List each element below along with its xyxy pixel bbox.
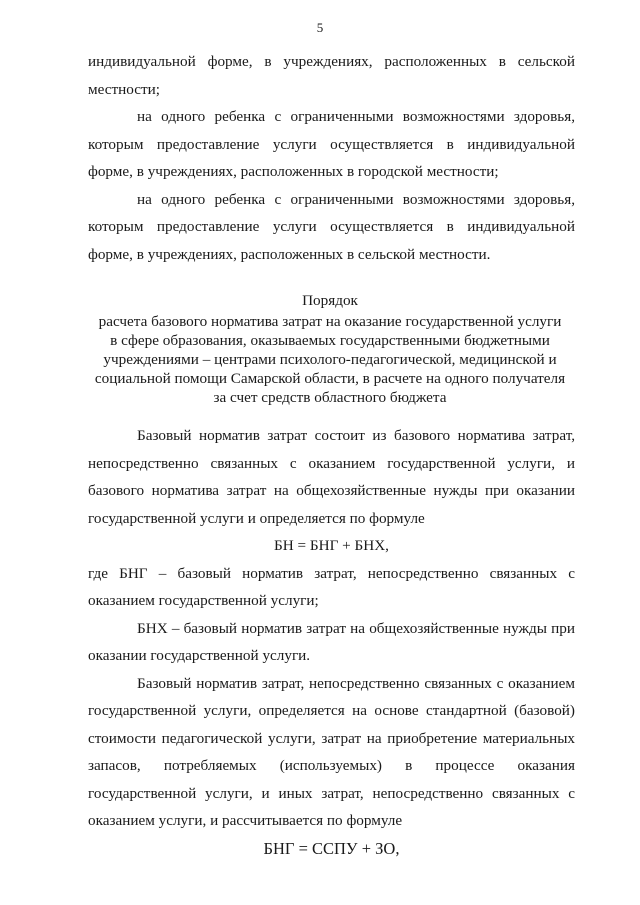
paragraph: Базовый норматив затрат состоит из базового норматива затрат, непосредственно связанных с оказанием государственной услуги, и базового норматива затрат на общехозяйственные нужды при оказании государственной услуги и определяется по формуле xyxy=(88,427,575,527)
paragraph: индивидуальной форме, в учреждениях, расположенных в сельской местности; xyxy=(88,53,575,98)
top-section xyxy=(88,48,575,268)
paragraph: на одного ребенка с ограниченными возможностями здоровья, которым предоставление услуги осуществляется в индивидуальной форме, в учреждениях, расположенных в городской местности; xyxy=(88,108,575,180)
title-line: за счет средств областного бюджета xyxy=(213,389,447,406)
section-title xyxy=(70,291,590,407)
page-number: 5 xyxy=(316,20,324,35)
paragraph: на одного ребенка с ограниченными возможностями здоровья, которым предоставление услуги осуществляется в индивидуальной форме, в учреждениях, расположенных в сельской местности. xyxy=(88,190,575,263)
paragraph: где БНГ – базовый норматив затрат, непосредственно связанных с оказанием государственной услуги; xyxy=(88,564,575,609)
paragraph: Базовый норматив затрат, непосредственно связанных с оказанием государственной услуги, определяется на основе стандартной (базовой) стоимости педагогической услуги, затрат на приобретение материальных запасов, потребляемых (используемых) в процессе оказания государственной услуги, и иных затрат, непосредственно связанных с оказанием услуги, и рассчитывается по формуле xyxy=(88,674,575,829)
paragraph: БНХ – базовый норматив затрат на общехозяйственные нужды при оказании государственной услуги. xyxy=(88,619,575,664)
title-line: в сфере образования, оказываемых государственными бюджетными xyxy=(110,332,550,349)
title-line: социальной помощи Самарской области, в расчете на одного получателя xyxy=(94,370,566,387)
title-line: расчета базового норматива затрат на оказание государственной услуги xyxy=(98,313,562,330)
section-heading: Порядок xyxy=(302,292,358,309)
formula: БН = БНГ + БНХ, xyxy=(274,537,389,554)
title-line: учреждениями – центрами психолого-педагогической, медицинской и xyxy=(103,351,557,368)
body-section xyxy=(88,422,575,862)
formula: БНГ = ССПУ + ЗО, xyxy=(263,838,400,858)
